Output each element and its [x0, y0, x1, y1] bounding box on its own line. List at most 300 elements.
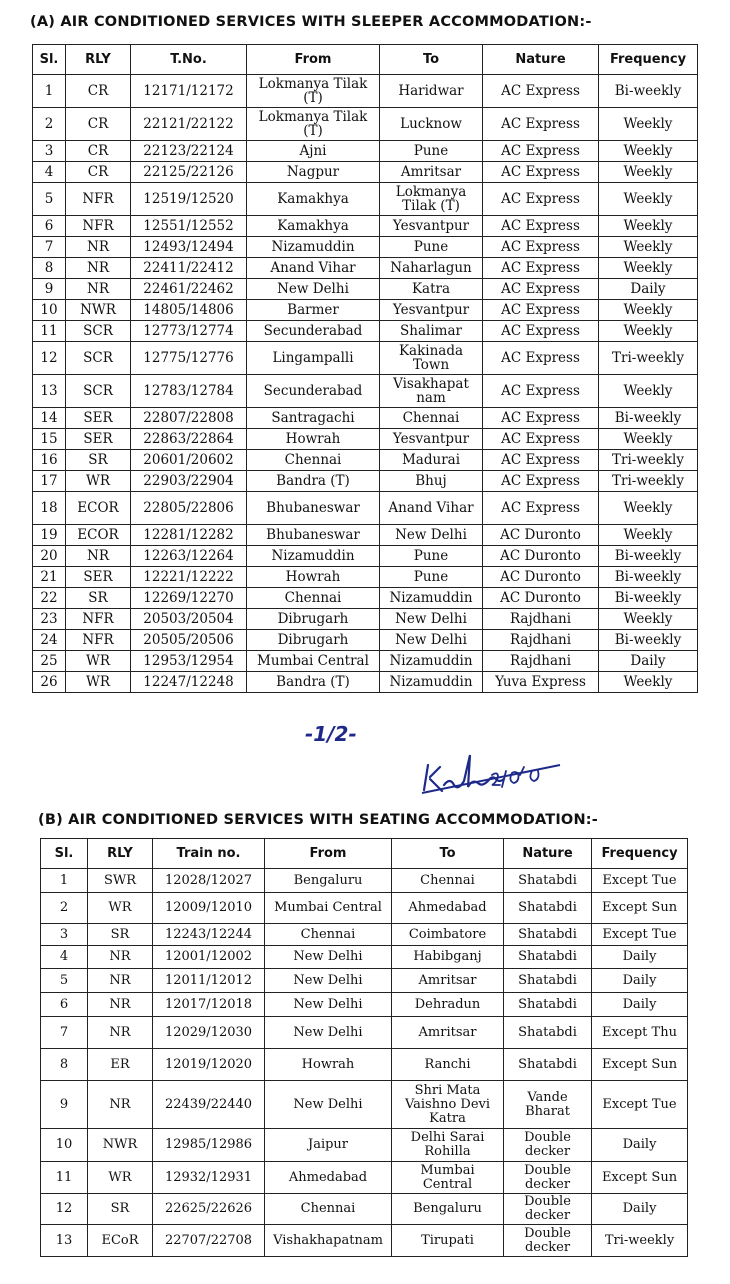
to-cell: Yesvantpur: [380, 429, 483, 450]
to-cell: Pune: [380, 237, 483, 258]
table-row: [41, 869, 688, 893]
frequency-cell: Weekly: [599, 525, 698, 546]
from-cell: Lokmanya Tilak (T): [247, 108, 380, 141]
table-row: [33, 258, 698, 279]
table-row: [41, 1017, 688, 1049]
train-no-cell: 12009/12010: [153, 893, 265, 924]
section-a-heading: (A) AIR CONDITIONED SERVICES WITH SLEEPER ACCOMMODATION:-: [30, 14, 592, 30]
frequency-cell: Weekly: [599, 108, 698, 141]
frequency-cell: Weekly: [599, 258, 698, 279]
table-row: [33, 162, 698, 183]
header-row: [33, 45, 698, 75]
sl-cell: 20: [33, 546, 66, 567]
nature-cell: AC Express: [483, 321, 599, 342]
nature-cell: AC Express: [483, 162, 599, 183]
from-header: From: [247, 45, 380, 75]
table-row: [41, 969, 688, 993]
to-header: To: [392, 839, 504, 869]
sl-cell: 7: [41, 1017, 88, 1049]
train-no-cell: 12019/12020: [153, 1049, 265, 1081]
table-row: [33, 429, 698, 450]
sl-cell: 24: [33, 630, 66, 651]
nature-cell: Double decker: [504, 1194, 592, 1225]
nature-cell: Rajdhani: [483, 630, 599, 651]
to-cell: Dehradun: [392, 993, 504, 1017]
to-cell: Bengaluru: [392, 1194, 504, 1225]
nature-cell: Double decker: [504, 1225, 592, 1257]
nature-cell: Shatabdi: [504, 946, 592, 969]
rly-cell: WR: [88, 1162, 153, 1194]
rly-cell: NFR: [66, 630, 131, 651]
sl-cell: 12: [33, 342, 66, 375]
table-row: [33, 216, 698, 237]
nature-cell: AC Express: [483, 75, 599, 108]
from-cell: Bhubaneswar: [247, 492, 380, 525]
train-no-cell: 12171/12172: [131, 75, 247, 108]
frequency-cell: Weekly: [599, 672, 698, 693]
rly-cell: NR: [66, 279, 131, 300]
sl-cell: 2: [41, 893, 88, 924]
sl-cell: 9: [33, 279, 66, 300]
nature-cell: AC Express: [483, 300, 599, 321]
nature-cell: AC Express: [483, 408, 599, 429]
nature-cell: AC Express: [483, 258, 599, 279]
table-row: [33, 672, 698, 693]
rly-cell: NR: [88, 1017, 153, 1049]
from-cell: Jaipur: [265, 1129, 392, 1162]
signature: [420, 735, 570, 805]
rly-header: RLY: [66, 45, 131, 75]
rly-cell: SR: [66, 450, 131, 471]
nature-cell: AC Express: [483, 492, 599, 525]
nature-cell: AC Express: [483, 183, 599, 216]
frequency-cell: Daily: [592, 969, 688, 993]
to-cell: New Delhi: [380, 609, 483, 630]
frequency-cell: Weekly: [599, 429, 698, 450]
to-cell: Amritsar: [380, 162, 483, 183]
frequency-cell: Weekly: [599, 375, 698, 408]
to-cell: Ahmedabad: [392, 893, 504, 924]
train-no-cell: 12281/12282: [131, 525, 247, 546]
to-cell: Nizamuddin: [380, 588, 483, 609]
to-cell: Amritsar: [392, 1017, 504, 1049]
from-cell: Chennai: [265, 924, 392, 946]
to-cell: Coimbatore: [392, 924, 504, 946]
rly-cell: SR: [88, 924, 153, 946]
to-cell: Shalimar: [380, 321, 483, 342]
frequency-cell: Tri-weekly: [599, 342, 698, 375]
rly-cell: ECOR: [66, 525, 131, 546]
rly-cell: SCR: [66, 375, 131, 408]
train-no-cell: 20601/20602: [131, 450, 247, 471]
table-row: [33, 567, 698, 588]
sl-cell: 16: [33, 450, 66, 471]
nature-cell: Shatabdi: [504, 993, 592, 1017]
to-cell: Madurai: [380, 450, 483, 471]
rly-cell: ECoR: [88, 1225, 153, 1257]
frequency-cell: Daily: [599, 651, 698, 672]
from-cell: Chennai: [247, 588, 380, 609]
nature-cell: AC Express: [483, 216, 599, 237]
rly-cell: ECOR: [66, 492, 131, 525]
from-cell: Ajni: [247, 141, 380, 162]
rly-cell: NWR: [66, 300, 131, 321]
train-no-cell: 12263/12264: [131, 546, 247, 567]
from-cell: Secunderabad: [247, 321, 380, 342]
train-no-cell: 12493/12494: [131, 237, 247, 258]
nature-cell: AC Express: [483, 342, 599, 375]
sl-cell: 5: [33, 183, 66, 216]
sl-cell: 15: [33, 429, 66, 450]
rly-cell: SR: [88, 1194, 153, 1225]
from-header: From: [265, 839, 392, 869]
from-cell: Bandra (T): [247, 471, 380, 492]
sl-cell: 1: [41, 869, 88, 893]
train-no-cell: 12775/12776: [131, 342, 247, 375]
train-no-cell: 12028/12027: [153, 869, 265, 893]
frequency-cell: Except Sun: [592, 893, 688, 924]
to-cell: Haridwar: [380, 75, 483, 108]
train-no-cell: 12953/12954: [131, 651, 247, 672]
to-cell: New Delhi: [380, 630, 483, 651]
train-no-cell: 22805/22806: [131, 492, 247, 525]
frequency-cell: Tri-weekly: [599, 450, 698, 471]
to-cell: Chennai: [392, 869, 504, 893]
table-row: [41, 993, 688, 1017]
rly-cell: NFR: [66, 216, 131, 237]
frequency-cell: Weekly: [599, 492, 698, 525]
rly-cell: SCR: [66, 342, 131, 375]
rly-cell: NR: [66, 546, 131, 567]
from-cell: Bhubaneswar: [247, 525, 380, 546]
table-row: [33, 525, 698, 546]
table-row: [41, 946, 688, 969]
to-cell: Bhuj: [380, 471, 483, 492]
from-cell: Kamakhya: [247, 216, 380, 237]
sl-cell: 11: [41, 1162, 88, 1194]
frequency-cell: Except Sun: [592, 1162, 688, 1194]
sl-cell: 7: [33, 237, 66, 258]
seating-services-table: [40, 838, 688, 1257]
from-cell: Dibrugarh: [247, 609, 380, 630]
frequency-cell: Weekly: [599, 216, 698, 237]
from-cell: New Delhi: [265, 993, 392, 1017]
train-no-cell: 22125/22126: [131, 162, 247, 183]
to-cell: Pune: [380, 141, 483, 162]
train-no-cell: 20505/20506: [131, 630, 247, 651]
rly-cell: NR: [66, 258, 131, 279]
table-row: [33, 630, 698, 651]
nature-cell: Shatabdi: [504, 893, 592, 924]
from-cell: Howrah: [247, 429, 380, 450]
to-cell: Chennai: [380, 408, 483, 429]
train-no-cell: 12551/12552: [131, 216, 247, 237]
table-row: [33, 546, 698, 567]
nature-cell: AC Express: [483, 471, 599, 492]
table-row: [41, 924, 688, 946]
from-cell: Vishakhapatnam: [265, 1225, 392, 1257]
nature-cell: AC Duronto: [483, 546, 599, 567]
frequency-cell: Weekly: [599, 141, 698, 162]
table-row: [33, 408, 698, 429]
rly-cell: NFR: [66, 609, 131, 630]
to-header: To: [380, 45, 483, 75]
from-cell: Mumbai Central: [247, 651, 380, 672]
to-cell: Lokmanya Tilak (T): [380, 183, 483, 216]
frequency-cell: Except Thu: [592, 1017, 688, 1049]
sl-cell: 26: [33, 672, 66, 693]
frequency-cell: Except Tue: [592, 869, 688, 893]
to-cell: Lucknow: [380, 108, 483, 141]
sleeper-services-table: [32, 44, 698, 693]
to-cell: Visakhapat nam: [380, 375, 483, 408]
nature-cell: Rajdhani: [483, 609, 599, 630]
table-row: [33, 237, 698, 258]
table-row: [33, 321, 698, 342]
train-no-cell: 22707/22708: [153, 1225, 265, 1257]
nature-header: Nature: [483, 45, 599, 75]
sl-cell: 3: [33, 141, 66, 162]
train-no-cell: 12221/12222: [131, 567, 247, 588]
from-cell: Nizamuddin: [247, 546, 380, 567]
to-cell: Yesvantpur: [380, 300, 483, 321]
to-cell: Pune: [380, 546, 483, 567]
frequency-header: Frequency: [599, 45, 698, 75]
rly-cell: WR: [66, 471, 131, 492]
table-row: [33, 588, 698, 609]
table-row: [41, 1081, 688, 1129]
from-cell: Bandra (T): [247, 672, 380, 693]
rly-cell: WR: [66, 651, 131, 672]
frequency-cell: Bi-weekly: [599, 546, 698, 567]
train-no-cell: 22807/22808: [131, 408, 247, 429]
from-cell: Kamakhya: [247, 183, 380, 216]
nature-cell: Shatabdi: [504, 1049, 592, 1081]
nature-cell: Shatabdi: [504, 924, 592, 946]
sl-cell: 3: [41, 924, 88, 946]
train-no-cell: 12243/12244: [153, 924, 265, 946]
table-row: [33, 141, 698, 162]
sl-cell: 1: [33, 75, 66, 108]
rly-cell: SER: [66, 567, 131, 588]
from-cell: Bengaluru: [265, 869, 392, 893]
nature-cell: Double decker: [504, 1129, 592, 1162]
sl-cell: 18: [33, 492, 66, 525]
from-cell: Nizamuddin: [247, 237, 380, 258]
nature-cell: AC Express: [483, 279, 599, 300]
train-no-cell: 12029/12030: [153, 1017, 265, 1049]
rly-cell: NR: [88, 1081, 153, 1129]
from-cell: Anand Vihar: [247, 258, 380, 279]
from-cell: New Delhi: [265, 1081, 392, 1129]
page-number: -1/2-: [305, 722, 357, 746]
table-row: [41, 1049, 688, 1081]
section-b-heading: (B) AIR CONDITIONED SERVICES WITH SEATING ACCOMMODATION:-: [38, 812, 599, 828]
table-row: [33, 300, 698, 321]
nature-cell: Shatabdi: [504, 869, 592, 893]
table-row: [41, 1129, 688, 1162]
nature-cell: AC Express: [483, 375, 599, 408]
frequency-cell: Weekly: [599, 183, 698, 216]
nature-cell: AC Duronto: [483, 567, 599, 588]
from-cell: New Delhi: [247, 279, 380, 300]
header-row: [41, 839, 688, 869]
table-row: [33, 375, 698, 408]
from-cell: Nagpur: [247, 162, 380, 183]
train-no-cell: 12017/12018: [153, 993, 265, 1017]
train-no-cell: 12932/12931: [153, 1162, 265, 1194]
sl-header: Sl.: [41, 839, 88, 869]
frequency-cell: Bi-weekly: [599, 75, 698, 108]
sl-cell: 12: [41, 1194, 88, 1225]
table-row: [33, 492, 698, 525]
sl-cell: 14: [33, 408, 66, 429]
nature-cell: Yuva Express: [483, 672, 599, 693]
nature-cell: Shatabdi: [504, 1017, 592, 1049]
rly-cell: CR: [66, 75, 131, 108]
from-cell: Howrah: [247, 567, 380, 588]
train-no-cell: 14805/14806: [131, 300, 247, 321]
sl-cell: 4: [41, 946, 88, 969]
rly-cell: NFR: [66, 183, 131, 216]
frequency-cell: Weekly: [599, 300, 698, 321]
from-cell: Santragachi: [247, 408, 380, 429]
rly-cell: SWR: [88, 869, 153, 893]
train-no-cell: 22461/22462: [131, 279, 247, 300]
sl-cell: 21: [33, 567, 66, 588]
nature-cell: AC Duronto: [483, 525, 599, 546]
rly-cell: NR: [88, 969, 153, 993]
nature-cell: AC Express: [483, 108, 599, 141]
rly-cell: SCR: [66, 321, 131, 342]
rly-cell: CR: [66, 141, 131, 162]
sl-cell: 6: [41, 993, 88, 1017]
frequency-cell: Daily: [592, 993, 688, 1017]
train-no-header: T.No.: [131, 45, 247, 75]
to-cell: Katra: [380, 279, 483, 300]
train-no-header: Train no.: [153, 839, 265, 869]
table-row: [41, 1162, 688, 1194]
frequency-cell: Weekly: [599, 609, 698, 630]
nature-cell: AC Duronto: [483, 588, 599, 609]
frequency-cell: Weekly: [599, 237, 698, 258]
from-cell: Chennai: [247, 450, 380, 471]
from-cell: New Delhi: [265, 1017, 392, 1049]
from-cell: Secunderabad: [247, 375, 380, 408]
table-row: [33, 183, 698, 216]
to-cell: Habibganj: [392, 946, 504, 969]
table-row: [33, 651, 698, 672]
to-cell: New Delhi: [380, 525, 483, 546]
sl-cell: 4: [33, 162, 66, 183]
sl-header: Sl.: [33, 45, 66, 75]
frequency-cell: Weekly: [599, 162, 698, 183]
rly-cell: NR: [88, 993, 153, 1017]
train-no-cell: 22411/22412: [131, 258, 247, 279]
sl-cell: 9: [41, 1081, 88, 1129]
frequency-cell: Daily: [592, 1129, 688, 1162]
from-cell: Lokmanya Tilak (T): [247, 75, 380, 108]
train-no-cell: 12247/12248: [131, 672, 247, 693]
to-cell: Anand Vihar: [380, 492, 483, 525]
frequency-cell: Weekly: [599, 321, 698, 342]
sl-cell: 8: [33, 258, 66, 279]
nature-cell: Rajdhani: [483, 651, 599, 672]
train-no-cell: 12001/12002: [153, 946, 265, 969]
sl-cell: 23: [33, 609, 66, 630]
frequency-cell: Tri-weekly: [592, 1225, 688, 1257]
table-row: [33, 450, 698, 471]
rly-cell: CR: [66, 162, 131, 183]
nature-cell: Shatabdi: [504, 969, 592, 993]
train-no-cell: 22625/22626: [153, 1194, 265, 1225]
sl-cell: 6: [33, 216, 66, 237]
from-cell: Lingampalli: [247, 342, 380, 375]
sl-cell: 13: [41, 1225, 88, 1257]
frequency-cell: Bi-weekly: [599, 588, 698, 609]
to-cell: Delhi Sarai Rohilla: [392, 1129, 504, 1162]
rly-cell: SR: [66, 588, 131, 609]
sl-cell: 25: [33, 651, 66, 672]
table-row: [33, 609, 698, 630]
rly-cell: NR: [66, 237, 131, 258]
to-cell: Ranchi: [392, 1049, 504, 1081]
to-cell: Nizamuddin: [380, 672, 483, 693]
nature-cell: AC Express: [483, 141, 599, 162]
to-cell: Tirupati: [392, 1225, 504, 1257]
sl-cell: 17: [33, 471, 66, 492]
sl-cell: 19: [33, 525, 66, 546]
frequency-cell: Except Sun: [592, 1049, 688, 1081]
train-no-cell: 12985/12986: [153, 1129, 265, 1162]
to-cell: Mumbai Central: [392, 1162, 504, 1194]
to-cell: Nizamuddin: [380, 651, 483, 672]
frequency-cell: Daily: [599, 279, 698, 300]
frequency-header: Frequency: [592, 839, 688, 869]
rly-cell: WR: [88, 893, 153, 924]
from-cell: Dibrugarh: [247, 630, 380, 651]
train-no-cell: 12011/12012: [153, 969, 265, 993]
rly-cell: NWR: [88, 1129, 153, 1162]
sl-cell: 10: [33, 300, 66, 321]
train-no-cell: 12773/12774: [131, 321, 247, 342]
from-cell: Barmer: [247, 300, 380, 321]
table-row: [33, 279, 698, 300]
to-cell: Pune: [380, 567, 483, 588]
nature-cell: AC Express: [483, 237, 599, 258]
rly-cell: SER: [66, 408, 131, 429]
rly-cell: ER: [88, 1049, 153, 1081]
to-cell: Naharlagun: [380, 258, 483, 279]
sl-cell: 22: [33, 588, 66, 609]
nature-cell: Vande Bharat: [504, 1081, 592, 1129]
from-cell: Mumbai Central: [265, 893, 392, 924]
frequency-cell: Bi-weekly: [599, 408, 698, 429]
sl-cell: 10: [41, 1129, 88, 1162]
train-no-cell: 12269/12270: [131, 588, 247, 609]
table-row: [41, 893, 688, 924]
table-row: [41, 1225, 688, 1257]
frequency-cell: Bi-weekly: [599, 630, 698, 651]
nature-cell: AC Express: [483, 429, 599, 450]
table-row: [33, 471, 698, 492]
from-cell: New Delhi: [265, 946, 392, 969]
rly-header: RLY: [88, 839, 153, 869]
nature-header: Nature: [504, 839, 592, 869]
train-no-cell: 22123/22124: [131, 141, 247, 162]
train-no-cell: 12783/12784: [131, 375, 247, 408]
frequency-cell: Except Tue: [592, 1081, 688, 1129]
